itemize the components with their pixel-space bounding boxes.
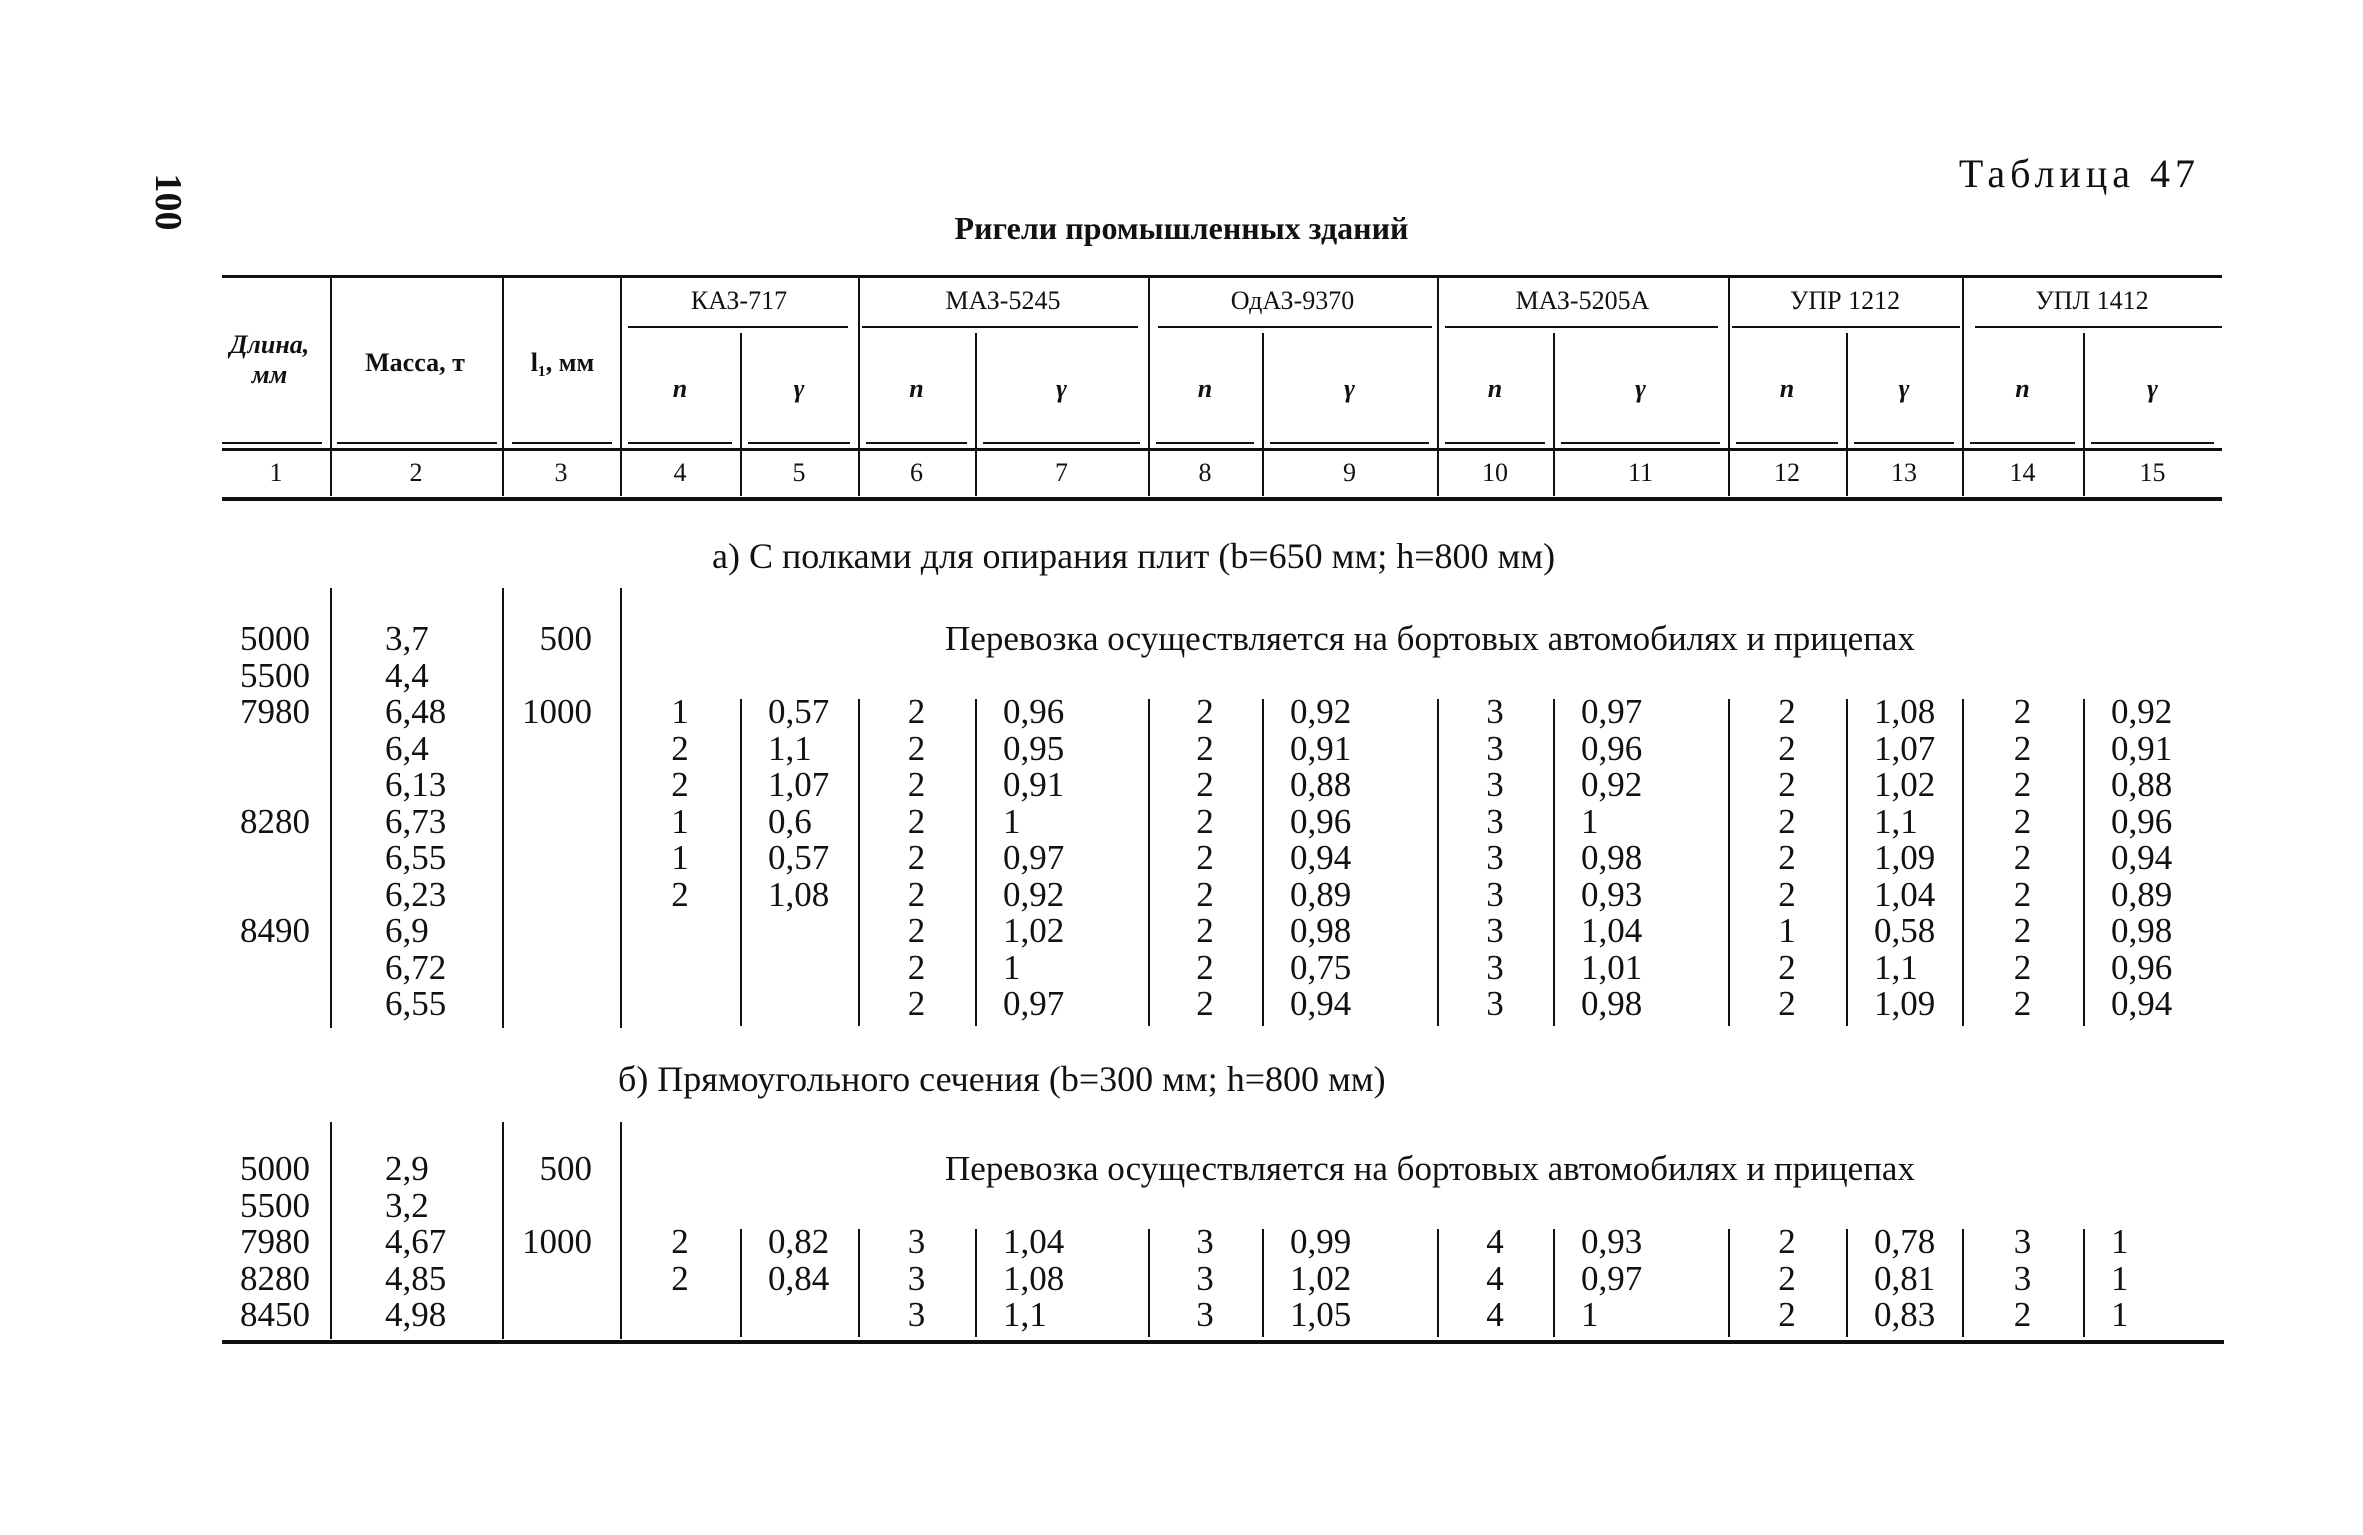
value-cell: 0,99: [1290, 1222, 1352, 1261]
value-cell: 2: [1778, 765, 1796, 804]
header-mass: Масса, т: [365, 348, 465, 377]
column-rule: [740, 699, 742, 1026]
length-cell: [222, 876, 310, 913]
header-colnum-6: 6: [910, 458, 923, 487]
header-colnum-2: 2: [409, 458, 423, 487]
value-cell: 2: [1196, 692, 1214, 731]
rule-line: [748, 442, 850, 444]
column-rule: [740, 1229, 742, 1337]
value-cell: 0,96: [1581, 728, 1643, 768]
value-cell: 1,04: [1874, 874, 1936, 914]
value-cell: 2: [1196, 838, 1214, 877]
column-rule: [975, 1229, 977, 1337]
value-cell: 0,97: [1003, 838, 1065, 877]
value-cell: 0,96: [1003, 692, 1065, 731]
rule-line: [1854, 442, 1954, 444]
value-cell: 1,1: [1874, 947, 1918, 987]
rule-line: [222, 1340, 2224, 1344]
value-cell: 0,89: [1290, 874, 1352, 914]
value-cell: 1,08: [768, 874, 830, 914]
rule-line: [1975, 326, 2222, 328]
section-title-section_a: а) С полками для опирания плит (b=650 мм; h=800 мм): [712, 536, 1556, 576]
header-group-0: КАЗ-717: [690, 286, 788, 315]
header-n: n: [2015, 374, 2030, 403]
rule-line: [983, 442, 1140, 444]
value-cell: 3: [2013, 1258, 2032, 1298]
value-cell: 1,07: [768, 765, 830, 804]
value-cell: 4: [1486, 1258, 1504, 1298]
value-cell: 2: [1778, 1222, 1796, 1261]
length-cell: 5500: [240, 1185, 310, 1225]
rule-line: [222, 497, 2222, 501]
header-colnum-11: 11: [1627, 458, 1654, 487]
l1-cell: 1000: [522, 692, 592, 731]
value-cell: 0,58: [1874, 911, 1936, 950]
length-cell: [222, 839, 310, 876]
l1-cell: [502, 1296, 592, 1333]
value-cell: 3: [907, 1295, 926, 1334]
length-cell: 8280: [240, 1258, 310, 1298]
value-cell: 1: [671, 692, 689, 731]
value-cell: 1: [2111, 1222, 2129, 1261]
length-cell: 5000: [240, 619, 310, 658]
l1-cell: 1000: [522, 1222, 592, 1261]
length-cell: 7980: [240, 1222, 310, 1261]
value-cell: 3: [1486, 984, 1504, 1023]
value-cell: 1,04: [1581, 911, 1643, 950]
value-cell: 4: [1486, 1222, 1504, 1261]
value-cell: 3: [1486, 874, 1504, 914]
value-cell: 1,04: [1003, 1222, 1065, 1261]
value-cell: 2: [671, 728, 689, 768]
header-n: n: [1487, 374, 1503, 403]
length-cell: [222, 949, 310, 986]
header-colnum-8: 8: [1198, 458, 1212, 487]
value-cell: [620, 985, 740, 1022]
value-cell: 1: [2111, 1258, 2129, 1298]
value-cell: [768, 949, 858, 986]
value-cell: [620, 912, 740, 949]
value-cell: 1,07: [1874, 728, 1936, 768]
value-cell: 3: [1486, 947, 1504, 987]
header-group-3: МАЗ-5205А: [1515, 286, 1650, 315]
value-cell: 0,91: [2111, 728, 2173, 768]
value-cell: 2: [1778, 838, 1796, 877]
value-cell: 2: [1778, 1258, 1796, 1298]
l1-cell: [502, 730, 592, 767]
value-cell: 1,1: [1874, 801, 1918, 841]
value-cell: 0,94: [1290, 838, 1352, 877]
header-colnum-4: 4: [673, 458, 687, 487]
l1-cell: [502, 876, 592, 913]
header-colnum-15: 15: [2139, 458, 2166, 487]
value-cell: 3: [1486, 838, 1504, 877]
rule-line: [337, 442, 497, 444]
rule-line: [222, 275, 2222, 278]
value-cell: 2: [671, 874, 689, 914]
value-cell: 2: [1778, 947, 1796, 987]
value-cell: 0,97: [1581, 1258, 1643, 1298]
header-group-4: УПР 1212: [1789, 286, 1901, 315]
length-cell: 8490: [240, 911, 310, 950]
header-group-2: ОдАЗ-9370: [1230, 286, 1355, 315]
header-colnum-12: 12: [1774, 458, 1800, 487]
mass-cell: 6,13: [385, 765, 447, 804]
column-rule: [975, 699, 977, 1026]
value-cell: 2: [907, 692, 926, 731]
value-cell: 1,1: [768, 728, 812, 768]
value-cell: 1: [1581, 1295, 1599, 1334]
column-rule: [1262, 699, 1264, 1026]
value-cell: 3: [1486, 728, 1504, 768]
header-colnum-5: 5: [792, 458, 806, 487]
value-cell: 2: [1196, 947, 1214, 987]
value-cell: 0,94: [2111, 838, 2173, 877]
mass-cell: 6,73: [385, 801, 447, 841]
column-rule: [1846, 699, 1848, 1026]
value-cell: [620, 949, 740, 986]
l1-cell: [502, 1260, 592, 1297]
rule-line: [222, 448, 2222, 451]
column-rule: [330, 1122, 332, 1339]
value-cell: 3: [1486, 692, 1504, 731]
value-cell: 4: [1486, 1295, 1504, 1334]
value-cell: 0,92: [1003, 874, 1065, 914]
value-cell: 0,93: [1581, 874, 1643, 914]
header-gamma: γ: [1344, 374, 1355, 403]
mass-cell: 6,55: [385, 984, 447, 1023]
value-cell: 2: [2013, 765, 2032, 804]
value-cell: 2: [671, 1222, 689, 1261]
value-cell: 1: [671, 801, 689, 841]
value-cell: 2: [1196, 801, 1214, 841]
value-cell: 3: [2013, 1222, 2032, 1261]
value-cell: 0,84: [768, 1258, 830, 1298]
value-cell: 0,94: [1290, 984, 1352, 1023]
column-rule: [1553, 1229, 1555, 1337]
value-cell: 0,82: [768, 1222, 830, 1261]
rule-line: [1270, 442, 1429, 444]
transport-note-section_b: Перевозка осуществляется на бортовых автомобилях и прицепах: [945, 1149, 1915, 1188]
header-length: Длина, мм: [229, 330, 310, 389]
value-cell: 2: [907, 838, 926, 877]
header-gamma: γ: [2147, 374, 2158, 403]
value-cell: 1: [1778, 911, 1796, 950]
value-cell: 2: [1196, 911, 1214, 950]
mass-cell: 6,48: [385, 692, 447, 731]
value-cell: 0,96: [2111, 801, 2173, 841]
value-cell: 0,97: [1581, 692, 1643, 731]
value-cell: 2: [2013, 947, 2032, 987]
header-colnum-3: 3: [554, 458, 568, 487]
l1-cell: [502, 985, 592, 1022]
rule-line: [1736, 442, 1838, 444]
column-rule: [330, 588, 332, 1028]
value-cell: 0,89: [2111, 874, 2173, 914]
value-cell: 3: [1486, 801, 1504, 841]
value-cell: 0,96: [2111, 947, 2173, 987]
l1-cell: [502, 803, 592, 840]
value-cell: 1,08: [1003, 1258, 1065, 1298]
value-cell: 1: [671, 838, 689, 877]
value-cell: 2: [907, 984, 926, 1023]
transport-note-section_a: Перевозка осуществляется на бортовых автомобилях и прицепах: [945, 619, 1915, 658]
value-cell: 2: [2013, 984, 2032, 1023]
value-cell: 2: [907, 947, 926, 987]
header-colnum-1: 1: [269, 458, 283, 487]
mass-cell: 2,9: [385, 1149, 429, 1188]
header-colnum-10: 10: [1482, 458, 1508, 487]
header-n: n: [1779, 374, 1795, 403]
rule-line: [1732, 326, 1960, 328]
column-rule: [1553, 699, 1555, 1026]
header-group-1: МАЗ-5245: [945, 286, 1061, 315]
length-cell: 5500: [240, 655, 310, 695]
value-cell: [768, 985, 858, 1022]
length-cell: 7980: [240, 692, 310, 731]
value-cell: 3: [1196, 1295, 1214, 1334]
value-cell: 3: [1486, 911, 1504, 950]
l1-cell: 500: [539, 619, 592, 658]
value-cell: 0,96: [1290, 801, 1352, 841]
value-cell: [768, 912, 858, 949]
value-cell: 0,94: [2111, 984, 2173, 1023]
value-cell: 0,98: [1581, 838, 1643, 877]
rule-line: [2091, 442, 2214, 444]
rule-line: [628, 326, 848, 328]
value-cell: 2: [1196, 874, 1214, 914]
table-title: Ригели промышленных зданий: [954, 210, 1409, 246]
value-cell: 3: [1196, 1222, 1214, 1261]
value-cell: 2: [1196, 984, 1214, 1023]
value-cell: 0,88: [2111, 765, 2173, 804]
header-group-5: УПЛ 1412: [2035, 286, 2149, 315]
value-cell: 2: [1196, 765, 1214, 804]
length-cell: [222, 730, 310, 767]
value-cell: 3: [1486, 765, 1504, 804]
value-cell: 2: [2013, 1295, 2032, 1334]
l1-cell: [502, 1187, 592, 1224]
value-cell: 0,93: [1581, 1222, 1643, 1261]
value-cell: 0,78: [1874, 1222, 1936, 1261]
page-number: 100: [147, 173, 189, 231]
header-colnum-14: 14: [2009, 458, 2036, 487]
mass-cell: 3,2: [385, 1185, 429, 1225]
value-cell: 3: [907, 1258, 926, 1298]
header-l1: l₁, мм: [530, 348, 595, 377]
column-rule: [1262, 1229, 1264, 1337]
value-cell: 3: [907, 1222, 926, 1261]
l1-cell: [502, 839, 592, 876]
mass-cell: 6,23: [385, 874, 447, 914]
header-gamma: γ: [1635, 374, 1646, 403]
value-cell: 0,57: [768, 838, 830, 877]
header-gamma: γ: [793, 374, 805, 403]
mass-cell: 4,98: [385, 1295, 447, 1334]
header-n: n: [909, 374, 924, 403]
value-cell: 0,92: [2111, 692, 2173, 731]
value-cell: 1: [1003, 947, 1021, 987]
value-cell: 2: [671, 765, 689, 804]
value-cell: 0,88: [1290, 765, 1352, 804]
l1-cell: 500: [539, 1149, 592, 1188]
rule-line: [512, 442, 612, 444]
l1-cell: [502, 912, 592, 949]
mass-cell: 6,55: [385, 838, 447, 877]
value-cell: 2: [2013, 728, 2032, 768]
rule-line: [862, 326, 1138, 328]
table-label: Таблица 47: [1958, 151, 2200, 196]
value-cell: 0,6: [768, 801, 812, 841]
length-cell: 5000: [240, 1149, 310, 1188]
rule-line: [1561, 442, 1720, 444]
header-gamma: γ: [1898, 374, 1910, 403]
length-cell: 8450: [240, 1295, 310, 1334]
header-n: n: [672, 374, 688, 403]
value-cell: 2: [1778, 984, 1796, 1023]
mass-cell: 6,9: [385, 911, 429, 950]
mass-cell: 4,67: [385, 1222, 447, 1261]
rule-line: [866, 442, 967, 444]
value-cell: [620, 1296, 740, 1333]
value-cell: 0,83: [1874, 1295, 1936, 1334]
value-cell: 0,91: [1003, 765, 1065, 804]
header-colnum-13: 13: [1891, 458, 1917, 487]
value-cell: 1: [2111, 1295, 2129, 1334]
value-cell: 1,02: [1290, 1258, 1352, 1298]
value-cell: 2: [671, 1258, 689, 1298]
value-cell: 1,02: [1003, 911, 1065, 950]
mass-cell: 3,7: [385, 619, 429, 658]
length-cell: [222, 766, 310, 803]
value-cell: 2: [2013, 801, 2032, 841]
value-cell: 2: [1778, 874, 1796, 914]
value-cell: 0,97: [1003, 984, 1065, 1023]
l1-cell: [502, 766, 592, 803]
l1-cell: [502, 657, 592, 694]
mass-cell: 6,4: [385, 728, 429, 768]
header-n: n: [1197, 374, 1213, 403]
value-cell: 2: [2013, 838, 2032, 877]
value-cell: 0,91: [1290, 728, 1352, 768]
rule-line: [1445, 442, 1545, 444]
length-cell: 8280: [240, 801, 310, 841]
rule-line: [628, 442, 732, 444]
mass-cell: 6,72: [385, 947, 447, 987]
value-cell: 1: [1581, 801, 1599, 841]
rule-line: [1970, 442, 2075, 444]
value-cell: 2: [907, 801, 926, 841]
header-colnum-7: 7: [1055, 458, 1068, 487]
length-cell: [222, 985, 310, 1022]
value-cell: 1: [1003, 801, 1021, 841]
value-cell: 0,98: [1290, 911, 1352, 950]
value-cell: 1,01: [1581, 947, 1643, 987]
column-rule: [2083, 1229, 2085, 1337]
mass-cell: 4,4: [385, 655, 429, 695]
value-cell: 1,09: [1874, 838, 1936, 877]
header-gamma: γ: [1056, 374, 1067, 403]
value-cell: 2: [907, 765, 926, 804]
value-cell: 2: [1778, 692, 1796, 731]
value-cell: 0,95: [1003, 728, 1065, 768]
column-rule: [1846, 1229, 1848, 1337]
value-cell: 0,98: [2111, 911, 2173, 950]
column-rule: [2083, 699, 2085, 1026]
value-cell: 0,57: [768, 692, 830, 731]
value-cell: 2: [907, 911, 926, 950]
value-cell: [768, 1296, 858, 1333]
value-cell: 2: [2013, 911, 2032, 950]
value-cell: 0,92: [1290, 692, 1352, 731]
value-cell: 2: [2013, 692, 2032, 731]
value-cell: 0,81: [1874, 1258, 1936, 1298]
mass-cell: 4,85: [385, 1258, 447, 1298]
value-cell: 1,08: [1874, 692, 1936, 731]
value-cell: 0,98: [1581, 984, 1643, 1023]
value-cell: 1,05: [1290, 1295, 1352, 1334]
value-cell: 2: [1778, 728, 1796, 768]
rule-line: [1156, 442, 1254, 444]
value-cell: 2: [1778, 801, 1796, 841]
value-cell: 1,09: [1874, 984, 1936, 1023]
value-cell: 2: [907, 874, 926, 914]
value-cell: 2: [1196, 728, 1214, 768]
value-cell: 1,02: [1874, 765, 1936, 804]
rule-line: [1158, 326, 1432, 328]
value-cell: 1,1: [1003, 1295, 1047, 1334]
value-cell: 0,92: [1581, 765, 1643, 804]
value-cell: 0,75: [1290, 947, 1352, 987]
value-cell: 2: [907, 728, 926, 768]
rule-line: [1445, 326, 1718, 328]
section-title-section_b: б) Прямоугольного сечения (b=300 мм; h=800 мм): [618, 1059, 1386, 1099]
header-colnum-9: 9: [1343, 458, 1356, 487]
value-cell: 2: [1778, 1295, 1796, 1334]
rule-line: [222, 442, 322, 444]
value-cell: 3: [1196, 1258, 1214, 1298]
value-cell: 2: [2013, 874, 2032, 914]
l1-cell: [502, 949, 592, 986]
